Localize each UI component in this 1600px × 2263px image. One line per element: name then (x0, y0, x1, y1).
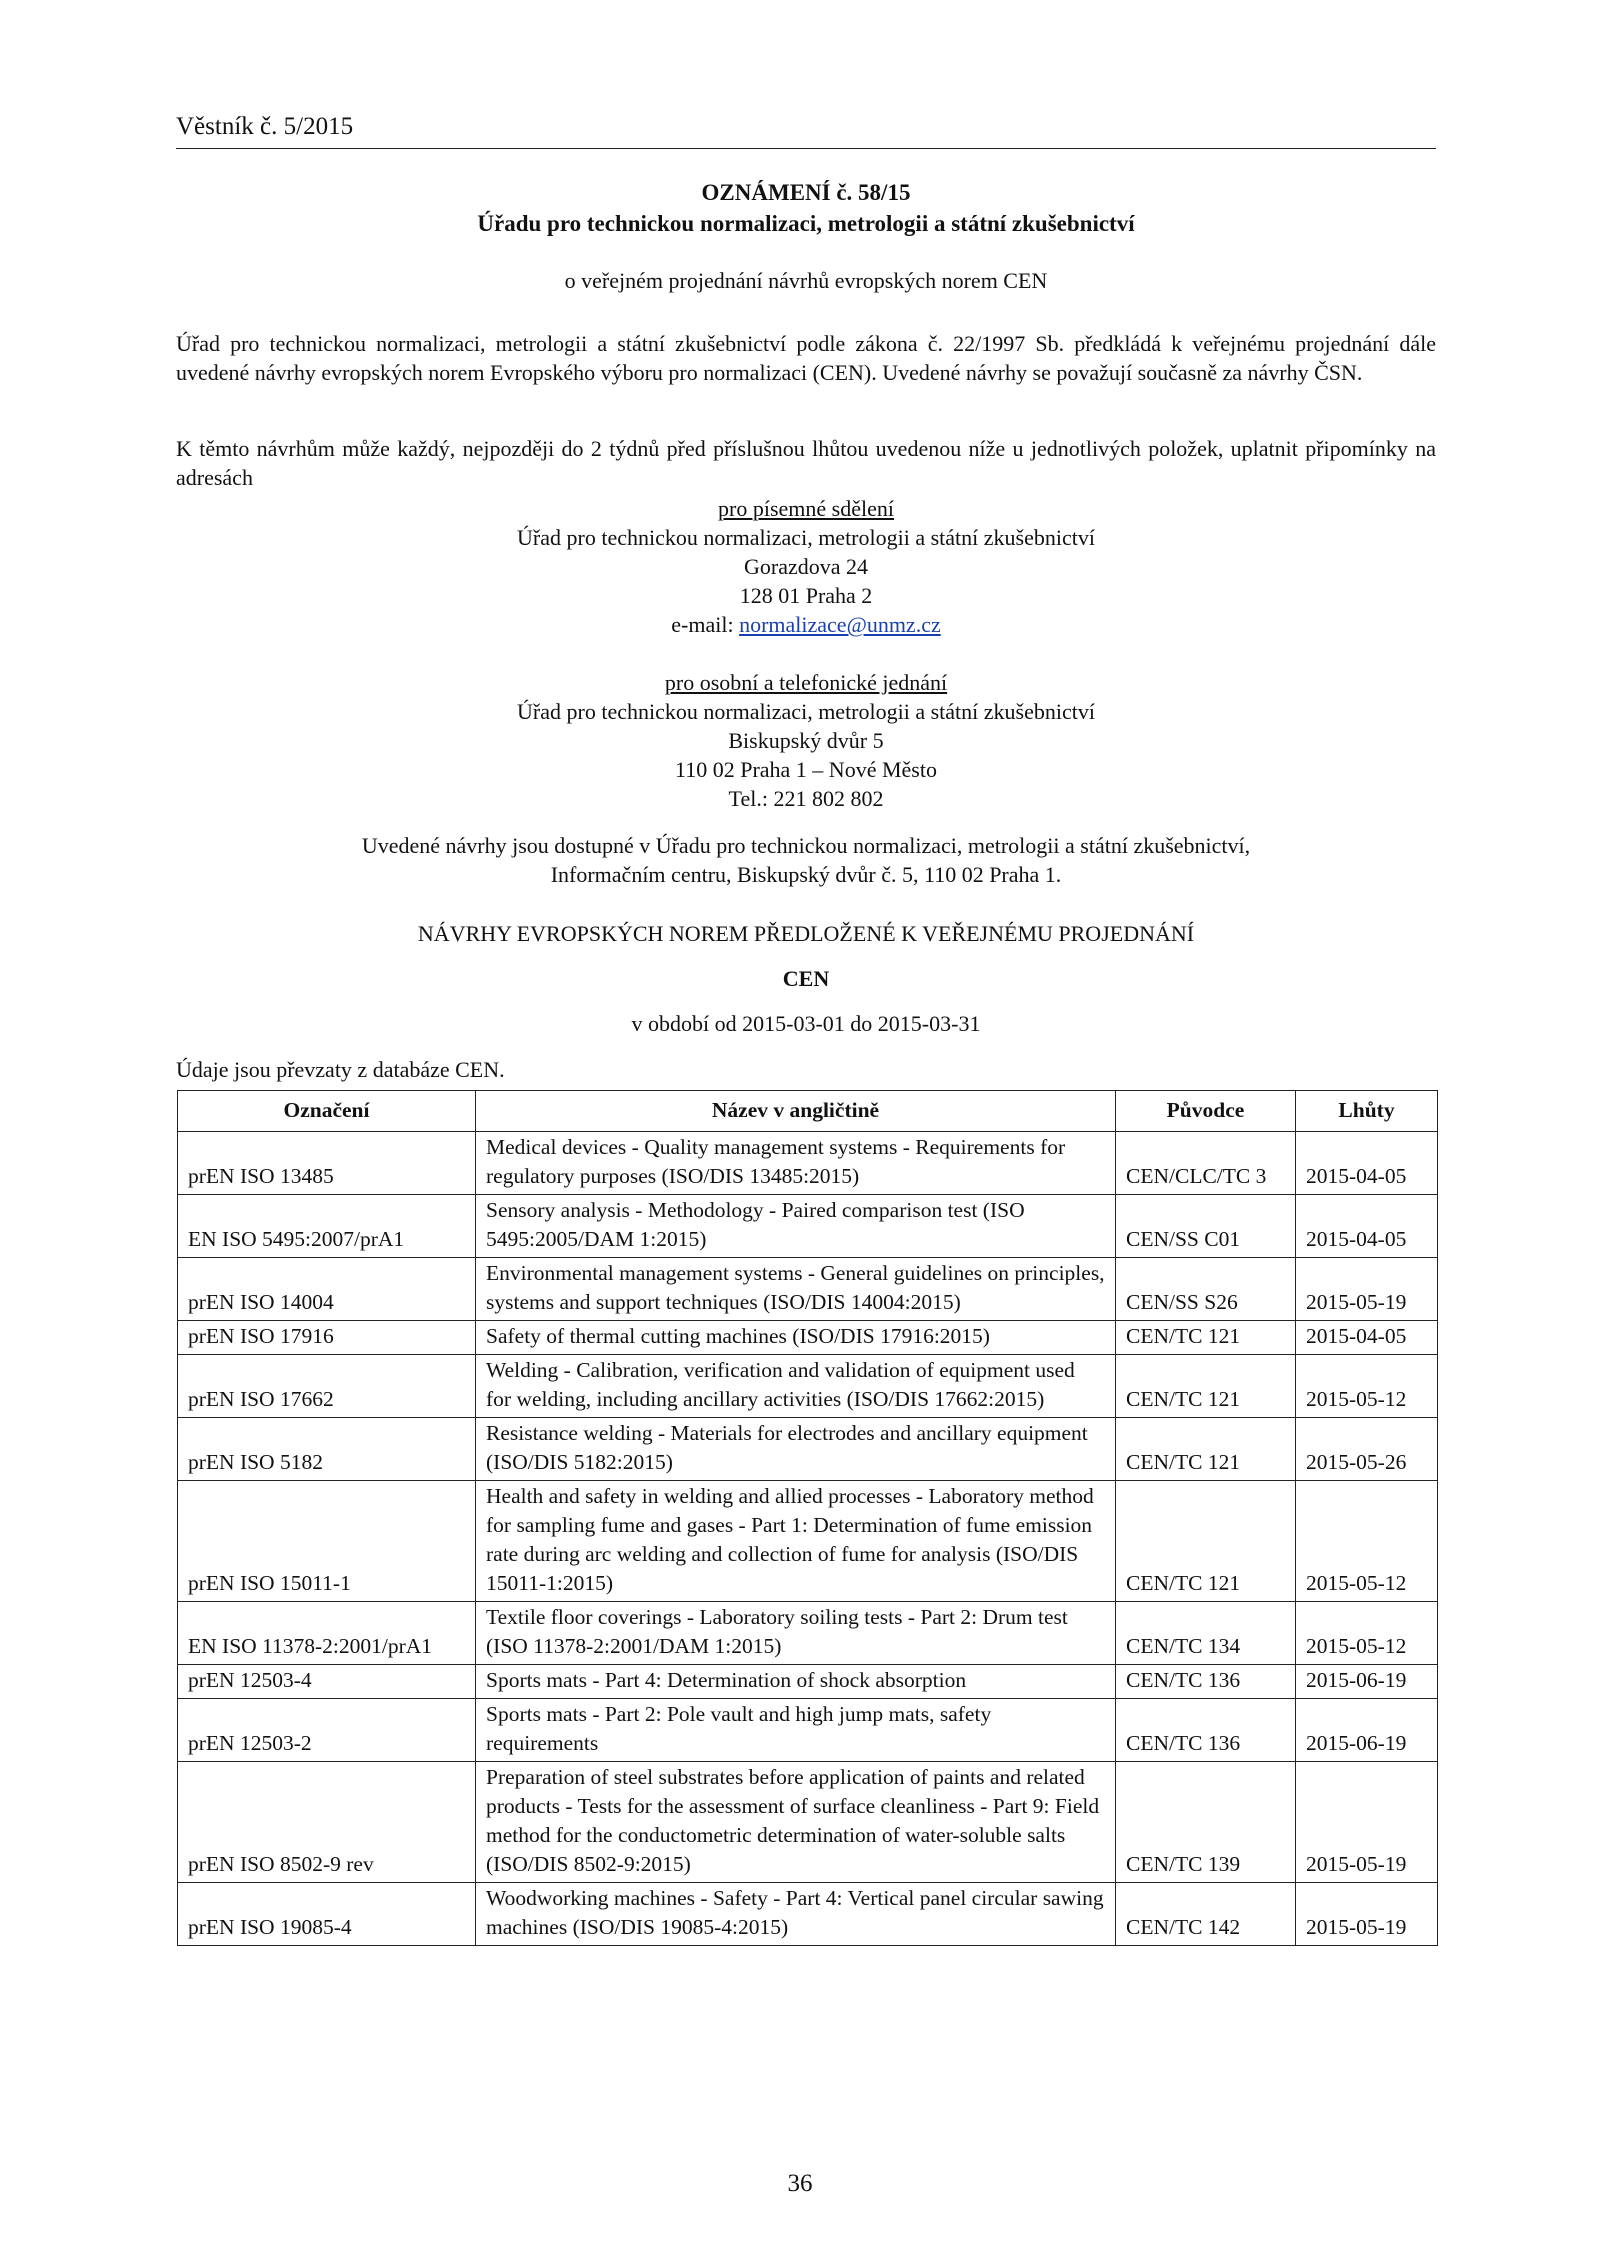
cell-title: Preparation of steel substrates before application of paints and related products - Tests for the assessment of surface cleanliness - Part 9: Field method for the conductometric determination of water-soluble salts (ISO/DIS 8502-9:2015) (476, 1762, 1116, 1883)
cell-deadline: 2015-05-12 (1296, 1602, 1438, 1665)
notice-subject: o veřejném projednání návrhů evropských norem CEN (564, 268, 1048, 293)
page-number: 36 (787, 2170, 813, 2197)
column-header-english-title: Název v angličtině (476, 1091, 1116, 1132)
source-note: Údaje jsou převzaty z databáze CEN. (176, 1057, 505, 1082)
cell-designation: prEN ISO 5182 (178, 1418, 476, 1481)
cell-deadline: 2015-05-19 (1296, 1762, 1438, 1883)
cell-deadline: 2015-06-19 (1296, 1699, 1438, 1762)
cell-title: Woodworking machines - Safety - Part 4: Vertical panel circular sawing machines (ISO/DIS 19085-4:2015) (476, 1883, 1116, 1946)
table-row (178, 1418, 1438, 1481)
table-row (178, 1883, 1438, 1946)
column-header-originator: Původce (1116, 1091, 1296, 1132)
email-link[interactable]: normalizace@unmz.cz (739, 612, 941, 637)
personal-contact-name: Úřad pro technickou normalizaci, metrologii a státní zkušebnictví (517, 699, 1095, 724)
cell-title: Textile floor coverings - Laboratory soiling tests - Part 2: Drum test (ISO 11378-2:2001/DAM 1:2015) (476, 1602, 1116, 1665)
section-org: CEN (782, 966, 830, 991)
table-header-row (178, 1091, 1438, 1132)
cell-title: Health and safety in welding and allied processes - Laboratory method for sampling fume and gases - Part 1: Determination of fume emission rate during arc welding and collection of fume for analysis (ISO/DIS 15011-1:2015) (476, 1481, 1116, 1602)
personal-contact-block (176, 668, 1436, 813)
cell-originator: CEN/TC 136 (1116, 1699, 1296, 1762)
cell-title: Resistance welding - Materials for electrodes and ancillary equipment (ISO/DIS 5182:2015) (476, 1418, 1116, 1481)
cell-deadline: 2015-06-19 (1296, 1665, 1438, 1699)
journal-header: Věstník č. 5/2015 (176, 113, 354, 140)
cell-title: Sports mats - Part 4: Determination of shock absorption (476, 1665, 1116, 1699)
written-contact-city: 128 01 Praha 2 (739, 583, 873, 608)
table-row (178, 1355, 1438, 1418)
column-header-designation: Označení (178, 1091, 476, 1132)
table-row (178, 1321, 1438, 1355)
cell-originator: CEN/TC 121 (1116, 1418, 1296, 1481)
personal-contact-city: 110 02 Praha 1 – Nové Město (675, 757, 937, 782)
notice-title: OZNÁMENÍ č. 58/15 (701, 180, 911, 205)
written-contact-heading: pro písemné sdělení (718, 496, 894, 521)
cell-originator: CEN/TC 121 (1116, 1321, 1296, 1355)
intro-paragraph (176, 329, 1436, 387)
cell-designation: prEN ISO 8502-9 rev (178, 1762, 476, 1883)
cell-designation: prEN 12503-4 (178, 1665, 476, 1699)
cell-originator: CEN/TC 136 (1116, 1665, 1296, 1699)
cell-originator: CEN/CLC/TC 3 (1116, 1132, 1296, 1195)
table-row (178, 1665, 1438, 1699)
cell-deadline: 2015-04-05 (1296, 1132, 1438, 1195)
cell-designation: prEN ISO 14004 (178, 1258, 476, 1321)
table-row (178, 1699, 1438, 1762)
notice-office: Úřadu pro technickou normalizaci, metrologii a státní zkušebnictví (477, 211, 1135, 236)
cell-title: Sports mats - Part 2: Pole vault and high jump mats, safety requirements (476, 1699, 1116, 1762)
comments-paragraph-text: K těmto návrhům může každý, nejpozději do 2 týdnů před příslušnou lhůtou uvedenou níže u jednotlivých položek, uplatnit připomínky na adresách (176, 436, 1436, 490)
cell-designation: EN ISO 11378-2:2001/prA1 (178, 1602, 476, 1665)
comments-paragraph (176, 434, 1436, 492)
cell-originator: CEN/SS C01 (1116, 1195, 1296, 1258)
table-row (178, 1258, 1438, 1321)
cell-designation: prEN ISO 17916 (178, 1321, 476, 1355)
cell-deadline: 2015-05-12 (1296, 1355, 1438, 1418)
table-row (178, 1762, 1438, 1883)
cell-deadline: 2015-04-05 (1296, 1321, 1438, 1355)
section-period: v období od 2015-03-01 do 2015-03-31 (631, 1011, 981, 1036)
cell-originator: CEN/TC 139 (1116, 1762, 1296, 1883)
written-contact-block (176, 494, 1436, 639)
cell-originator: CEN/SS S26 (1116, 1258, 1296, 1321)
personal-contact-street: Biskupský dvůr 5 (728, 728, 884, 753)
header-rule (176, 148, 1436, 149)
cell-title: Environmental management systems - General guidelines on principles, systems and support techniques (ISO/DIS 14004:2015) (476, 1258, 1116, 1321)
cell-title: Welding - Calibration, verification and validation of equipment used for welding, including ancillary activities (ISO/DIS 17662:2015) (476, 1355, 1116, 1418)
cell-designation: EN ISO 5495:2007/prA1 (178, 1195, 476, 1258)
column-header-deadline: Lhůty (1296, 1091, 1438, 1132)
table-row (178, 1132, 1438, 1195)
cell-designation: prEN ISO 17662 (178, 1355, 476, 1418)
cell-designation: prEN ISO 13485 (178, 1132, 476, 1195)
cell-designation: prEN ISO 19085-4 (178, 1883, 476, 1946)
cell-deadline: 2015-05-12 (1296, 1481, 1438, 1602)
cell-deadline: 2015-04-05 (1296, 1195, 1438, 1258)
written-contact-email-line (176, 610, 1436, 639)
cell-deadline: 2015-05-19 (1296, 1258, 1438, 1321)
cell-title: Medical devices - Quality management systems - Requirements for regulatory purposes (ISO/DIS 13485:2015) (476, 1132, 1116, 1195)
personal-contact-phone: Tel.: 221 802 802 (728, 786, 884, 811)
cell-originator: CEN/TC 134 (1116, 1602, 1296, 1665)
email-label: e-mail: (671, 612, 740, 637)
cell-deadline: 2015-05-19 (1296, 1883, 1438, 1946)
availability-line-1: Uvedené návrhy jsou dostupné v Úřadu pro technickou normalizaci, metrologii a státní zkušebnictví, (361, 833, 1251, 858)
cell-title: Safety of thermal cutting machines (ISO/DIS 17916:2015) (476, 1321, 1116, 1355)
cell-designation: prEN ISO 15011-1 (178, 1481, 476, 1602)
cell-designation: prEN 12503-2 (178, 1699, 476, 1762)
table-row (178, 1481, 1438, 1602)
availability-block (176, 831, 1436, 889)
availability-line-2: Informačním centru, Biskupský dvůr č. 5, 110 02 Praha 1. (550, 862, 1062, 887)
table-row (178, 1602, 1438, 1665)
cell-originator: CEN/TC 142 (1116, 1883, 1296, 1946)
standards-table (177, 1090, 1438, 1946)
intro-paragraph-text: Úřad pro technickou normalizaci, metrologii a státní zkušebnictví podle zákona č. 22/1997 Sb. předkládá k veřejnému projednání dále uvedené návrhy evropských norem Evropského výboru pro normalizaci (CEN). Uvedené návrhy se považují současně za návrhy ČSN. (176, 331, 1436, 385)
section-title: NÁVRHY EVROPSKÝCH NOREM PŘEDLOŽENÉ K VEŘEJNÉMU PROJEDNÁNÍ (417, 921, 1195, 946)
written-contact-street: Gorazdova 24 (743, 554, 868, 579)
table-row (178, 1195, 1438, 1258)
cell-title: Sensory analysis - Methodology - Paired comparison test (ISO 5495:2005/DAM 1:2015) (476, 1195, 1116, 1258)
cell-originator: CEN/TC 121 (1116, 1481, 1296, 1602)
cell-originator: CEN/TC 121 (1116, 1355, 1296, 1418)
written-contact-name: Úřad pro technickou normalizaci, metrologii a státní zkušebnictví (517, 525, 1095, 550)
personal-contact-heading: pro osobní a telefonické jednání (664, 670, 948, 695)
cell-deadline: 2015-05-26 (1296, 1418, 1438, 1481)
